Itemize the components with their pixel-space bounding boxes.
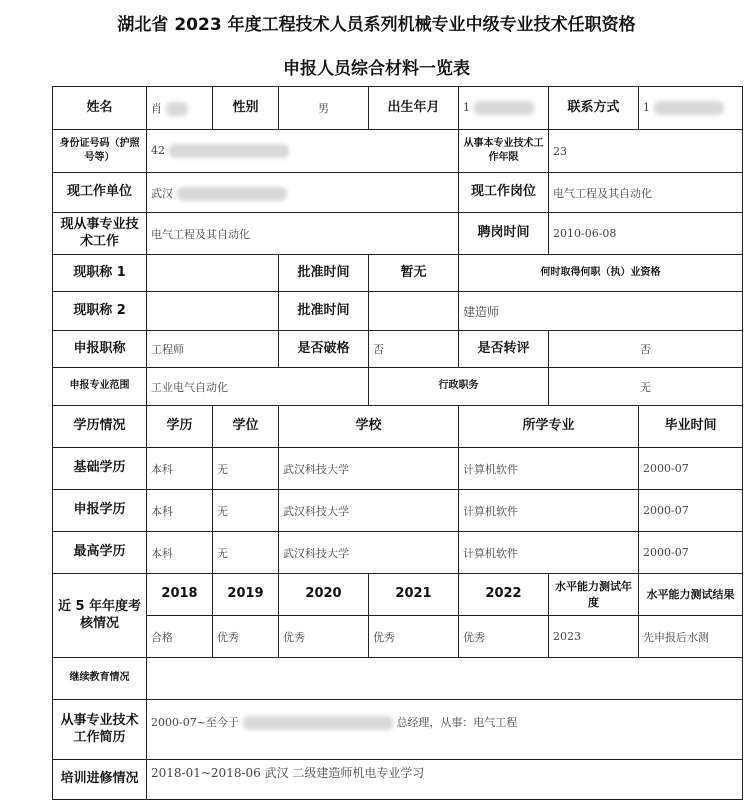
row-edu-highest bbox=[53, 532, 743, 574]
gender-label: 性别 bbox=[213, 87, 279, 130]
breakthrough-label: 是否破格 bbox=[279, 331, 369, 368]
title2-label: 现职称 2 bbox=[53, 292, 147, 331]
work-years-label: 从事本专业技术工作年限 bbox=[459, 130, 549, 173]
qualification-label: 何时取得何职（执）业资格 bbox=[459, 255, 743, 292]
major-cell: 计算机软件 bbox=[459, 448, 639, 490]
id-number-value: 42 bbox=[147, 130, 459, 173]
hire-time-value: 2010-06-08 bbox=[549, 213, 743, 255]
grad-time-header: 毕业时间 bbox=[639, 406, 743, 448]
work-years-value: 23 bbox=[549, 130, 743, 173]
document-title-line1: 湖北省 2023 年度工程技术人员系列机械专业中级专业技术任职资格 bbox=[117, 15, 636, 35]
assess-year-cell: 2020 bbox=[279, 574, 369, 616]
row-education-header bbox=[53, 406, 743, 448]
row-training bbox=[53, 760, 743, 800]
contact-value: 1 bbox=[639, 87, 743, 130]
row-edu-apply bbox=[53, 490, 743, 532]
continuing-education-label: 继续教育情况 bbox=[53, 658, 147, 700]
degree-cell: 无 bbox=[213, 532, 279, 574]
title2-value bbox=[147, 292, 279, 331]
name-value: 肖 bbox=[147, 87, 213, 130]
row-assessment-results bbox=[53, 616, 743, 658]
admin-post-label: 行政职务 bbox=[369, 368, 549, 406]
document-title-line2: 申报人员综合材料一览表 bbox=[283, 59, 470, 79]
work-unit-value: 武汉 bbox=[147, 173, 459, 213]
assess-result-cell: 优秀 bbox=[459, 616, 549, 658]
row-title1 bbox=[53, 255, 743, 292]
approve-time1-label: 批准时间 bbox=[279, 255, 369, 292]
training-value: 2018-01~2018-06 武汉 二级建造师机电专业学习 bbox=[147, 760, 743, 800]
school-header: 学校 bbox=[279, 406, 459, 448]
transfer-label: 是否转评 bbox=[459, 331, 549, 368]
edu-apply-label: 申报学历 bbox=[53, 490, 147, 532]
qualification-value: 建造师 bbox=[459, 292, 743, 331]
grad-time-cell: 2000-07 bbox=[639, 490, 743, 532]
apply-scope-value: 工业电气自动化 bbox=[147, 368, 369, 406]
assessment-label: 近 5 年年度考核情况 bbox=[53, 574, 147, 658]
approve-time2-value bbox=[369, 292, 459, 331]
major-cell: 计算机软件 bbox=[459, 490, 639, 532]
apply-title-label: 申报职称 bbox=[53, 331, 147, 368]
grad-time-cell: 2000-07 bbox=[639, 448, 743, 490]
transfer-value: 否 bbox=[549, 331, 743, 368]
assess-year-cell: 2021 bbox=[369, 574, 459, 616]
degree-header: 学位 bbox=[213, 406, 279, 448]
row-apply-scope bbox=[53, 368, 743, 406]
edu-level-cell: 本科 bbox=[147, 448, 213, 490]
work-resume-label: 从事专业技术工作简历 bbox=[53, 700, 147, 760]
row-title2 bbox=[53, 292, 743, 331]
major-header: 所学专业 bbox=[459, 406, 639, 448]
current-field-value: 电气工程及其自动化 bbox=[147, 213, 459, 255]
edu-level-header: 学历 bbox=[147, 406, 213, 448]
hire-time-label: 聘岗时间 bbox=[459, 213, 549, 255]
approve-time2-label: 批准时间 bbox=[279, 292, 369, 331]
assess-result-cell: 优秀 bbox=[369, 616, 459, 658]
birth-value: 1 bbox=[459, 87, 549, 130]
edu-basic-label: 基础学历 bbox=[53, 448, 147, 490]
ability-year-value: 2023 bbox=[549, 616, 639, 658]
assess-year-cell: 2018 bbox=[147, 574, 213, 616]
birth-label: 出生年月 bbox=[369, 87, 459, 130]
grad-time-cell: 2000-07 bbox=[639, 532, 743, 574]
title1-label: 现职称 1 bbox=[53, 255, 147, 292]
assess-result-cell: 合格 bbox=[147, 616, 213, 658]
apply-title-value: 工程师 bbox=[147, 331, 279, 368]
edu-highest-label: 最高学历 bbox=[53, 532, 147, 574]
edu-level-cell: 本科 bbox=[147, 532, 213, 574]
row-work-resume bbox=[53, 700, 743, 760]
gender-value: 男 bbox=[279, 87, 369, 130]
row-apply-title bbox=[53, 331, 743, 368]
ability-result-label: 水平能力测试结果 bbox=[639, 574, 743, 616]
school-cell: 武汉科技大学 bbox=[279, 448, 459, 490]
training-label: 培训进修情况 bbox=[53, 760, 147, 800]
applicant-info-table bbox=[52, 86, 743, 800]
continuing-education-value bbox=[147, 658, 743, 700]
work-resume-value: 2000-07~至今于 总经理，从事：电气工程 bbox=[147, 700, 743, 760]
apply-scope-label: 申报专业范围 bbox=[53, 368, 147, 406]
ability-result-value: 先申报后水测 bbox=[639, 616, 743, 658]
assess-year-cell: 2022 bbox=[459, 574, 549, 616]
row-edu-basic bbox=[53, 448, 743, 490]
assess-result-cell: 优秀 bbox=[213, 616, 279, 658]
admin-post-value: 无 bbox=[549, 368, 743, 406]
approve-time1-value: 暂无 bbox=[369, 255, 459, 292]
breakthrough-value: 否 bbox=[369, 331, 459, 368]
row-continuing-education bbox=[53, 658, 743, 700]
work-post-value: 电气工程及其自动化 bbox=[549, 173, 743, 213]
school-cell: 武汉科技大学 bbox=[279, 490, 459, 532]
id-number-label: 身份证号码（护照号等） bbox=[53, 130, 147, 173]
assess-result-cell: 优秀 bbox=[279, 616, 369, 658]
row-id-years bbox=[53, 130, 743, 173]
work-post-label: 现工作岗位 bbox=[459, 173, 549, 213]
row-assessment-years bbox=[53, 574, 743, 616]
degree-cell: 无 bbox=[213, 448, 279, 490]
major-cell: 计算机软件 bbox=[459, 532, 639, 574]
name-label: 姓名 bbox=[53, 87, 147, 130]
row-field-hire bbox=[53, 213, 743, 255]
school-cell: 武汉科技大学 bbox=[279, 532, 459, 574]
current-field-label: 现从事专业技术工作 bbox=[53, 213, 147, 255]
degree-cell: 无 bbox=[213, 490, 279, 532]
work-unit-label: 现工作单位 bbox=[53, 173, 147, 213]
title1-value bbox=[147, 255, 279, 292]
edu-level-cell: 本科 bbox=[147, 490, 213, 532]
contact-label: 联系方式 bbox=[549, 87, 639, 130]
assess-year-cell: 2019 bbox=[213, 574, 279, 616]
row-basic-info bbox=[53, 87, 743, 130]
row-unit-post bbox=[53, 173, 743, 213]
education-label: 学历情况 bbox=[53, 406, 147, 448]
ability-year-label: 水平能力测试年度 bbox=[549, 574, 639, 616]
